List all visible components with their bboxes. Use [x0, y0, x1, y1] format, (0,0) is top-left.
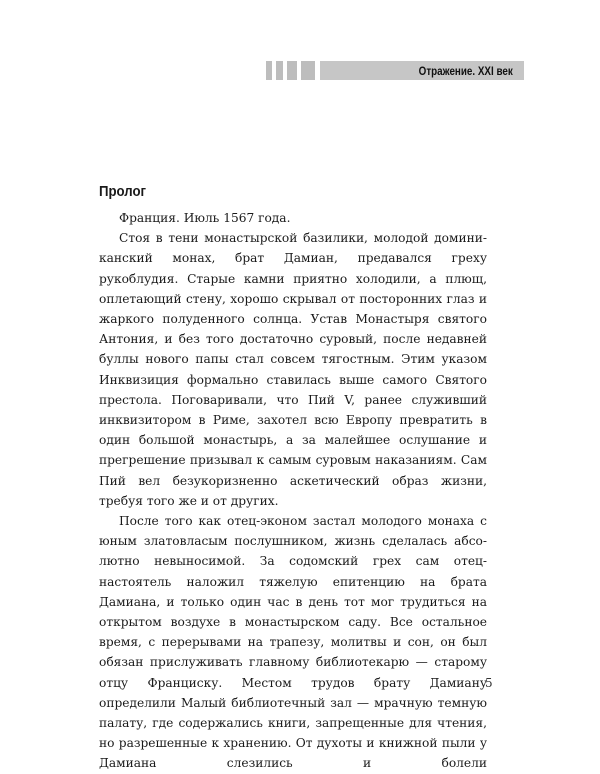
running-title: Отражение. XXI век: [418, 63, 513, 78]
running-title-box: [320, 61, 524, 80]
page-number: 5: [485, 676, 493, 690]
paragraph: Стоя в тени монастырской базилики, молодой доминиканский монах, брат Дамиан, предавался греху рукоблудия. Старые камни приятно холодили, а плющ, оплетающий стену, хорошо скрывал от посторонних глаз и жаркого полуденного солнца. Устав Монастыря святого Антония, и без того достаточно суровый, после недавней буллы нового папы стал совсем тягостным. Этим указом Инквизиция формально ставилась выше самого Святого престола. Поговаривали, что Пий V, ранее служивший инквизитором в Риме, захотел всю Европу превратить в один большой монастырь, а за малейшее ослушание и прегрешение призывал к самым суровым наказаниям. Сам Пий вел безукоризненно аскетический образ жизни, требуя того же и от других.: [99, 231, 487, 508]
header-decor-bar: [301, 61, 315, 80]
header-decor-bar: [266, 61, 272, 80]
chapter-title: Пролог: [99, 183, 147, 200]
running-header: [266, 61, 524, 80]
header-decor-bar: [287, 61, 297, 80]
body-text: [99, 208, 487, 774]
paragraph: Франция. Июль 1567 года.: [119, 211, 291, 225]
header-decor-bar: [276, 61, 283, 80]
paragraph: После того как отец-эконом застал молодого монаха с юным златовласым послушником, жизнь сделалась абсолютно невыносимой. За содомский грех сам отец-настоятель наложил тяжелую епитенцию на брата Дамиана, и только один час в день тот мог трудиться на открытом воздухе в монастырском саду. Все остальное время, с перерывами на трапезу, молитвы и сон, он был обязан прислуживать главному библиотекарю — старому отцу Франциску. Местом трудов брату Дамиану определили Малый библиотечный зал — мрачную темную палату, где содержались книги, запрещенные для чтения, но разрешенные к хранению. От духоты и книжной пыли у Дамиана слезились и болели: [99, 514, 487, 771]
